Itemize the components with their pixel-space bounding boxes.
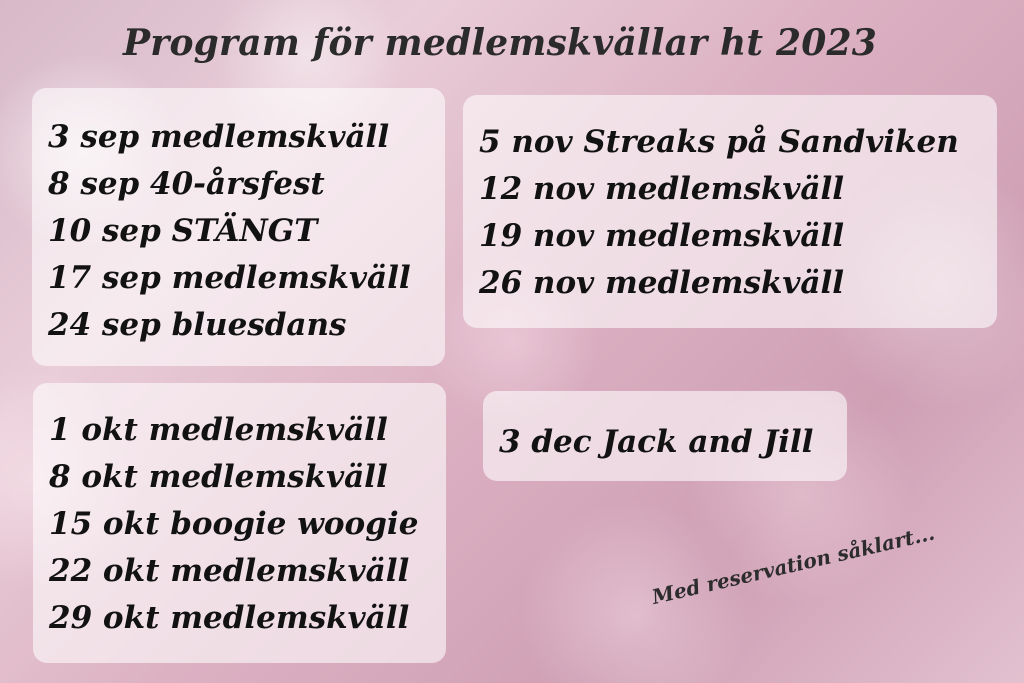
reservation-note: Med reservation såklart...	[649, 520, 937, 609]
schedule-item: 5 nov Streaks på Sandviken	[479, 124, 959, 160]
schedule-item: 26 nov medlemskväll	[479, 265, 845, 301]
schedule-item: 22 okt medlemskväll	[49, 553, 410, 589]
schedule-item: 29 okt medlemskväll	[49, 600, 410, 636]
schedule-item: 8 okt medlemskväll	[49, 459, 388, 495]
schedule-item: 8 sep 40-årsfest	[48, 166, 325, 202]
oktober-schedule-card	[33, 383, 446, 663]
december-schedule-card	[483, 391, 847, 481]
schedule-item: 17 sep medlemskväll	[48, 260, 411, 296]
schedule-item: 24 sep bluesdans	[48, 307, 347, 343]
november-schedule-card	[463, 95, 997, 328]
september-schedule-card	[32, 88, 445, 366]
schedule-item: 3 dec Jack and Jill	[499, 424, 814, 460]
schedule-item: 10 sep STÄNGT	[48, 213, 318, 249]
schedule-item: 12 nov medlemskväll	[479, 171, 845, 207]
schedule-item: 19 nov medlemskväll	[479, 218, 845, 254]
schedule-item: 3 sep medlemskväll	[48, 119, 390, 155]
schedule-item: 1 okt medlemskväll	[49, 412, 388, 448]
schedule-item: 15 okt boogie woogie	[49, 506, 419, 542]
page-title: Program för medlemskvällar ht 2023	[123, 22, 877, 64]
